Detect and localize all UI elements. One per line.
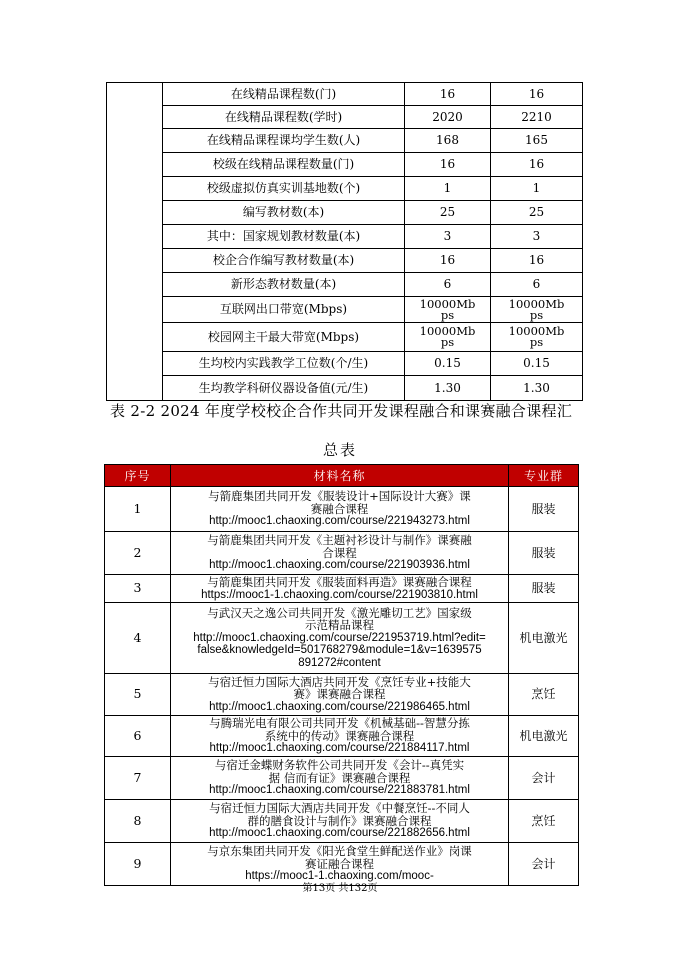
course-name-line: 赛》课赛融合课程	[293, 687, 386, 702]
stats-label: 其中：国家规划教材数量(本)	[163, 225, 405, 249]
course-row	[105, 603, 579, 674]
header-name: 材料名称	[171, 465, 509, 487]
course-row	[105, 674, 579, 716]
course-url: http://mooc1.chaoxing.com/course/221903936.html	[209, 559, 470, 572]
course-group: 服装	[509, 532, 579, 575]
course-name-line: 与宿迁金蝶财务软件公司共同开发《会计--真凭实	[214, 758, 465, 773]
course-no: 9	[105, 843, 171, 886]
table-caption-continued: 总表	[322, 441, 357, 459]
stats-value-2024: 25	[491, 201, 583, 225]
course-row	[105, 757, 579, 800]
stats-value-2024: 16	[491, 249, 583, 273]
stats-value-2023: 16	[405, 83, 491, 106]
stats-label: 在线精品课程课均学生数(人)	[163, 129, 405, 153]
course-material-name	[171, 575, 509, 603]
course-name-line: 据 信而有证》课赛融合课程	[268, 770, 411, 785]
header-group: 专业群	[509, 465, 579, 487]
stats-label: 在线精品课程数(学时)	[163, 106, 405, 129]
course-material-name	[171, 716, 509, 757]
stats-row	[107, 201, 583, 225]
stats-value-2023: 1	[405, 177, 491, 201]
stats-value-2024: 1	[491, 177, 583, 201]
stats-row	[107, 106, 583, 129]
stats-value-2024: 10000Mb ps	[491, 297, 583, 323]
course-url: http://mooc1.chaoxing.com/course/221953719.html?edit=	[193, 631, 486, 644]
course-name-line: 群的膳食设计与制作》课赛融合课程	[247, 813, 432, 828]
course-name-line: 与箭鹿集团共同开发《主题衬衫设计与制作》课赛融	[207, 533, 472, 548]
stats-value-2023: 2020	[405, 106, 491, 129]
stats-row	[107, 177, 583, 201]
course-material-name	[171, 757, 509, 800]
stats-value-2023: 10000Mb ps	[405, 297, 491, 323]
stats-value-2024: 6	[491, 273, 583, 297]
course-no: 7	[105, 757, 171, 800]
stats-value-2023: 16	[405, 153, 491, 177]
course-name-line: 与宿迁恒力国际大酒店共同开发《中餐烹饪--不同人	[209, 801, 470, 816]
course-url: http://mooc1.chaoxing.com/course/221883781.html	[209, 784, 470, 797]
stats-value-2023: 10000Mb ps	[405, 323, 491, 352]
stats-row	[107, 83, 583, 106]
course-url: https://mooc1-1.chaoxing.com/course/221903810.html	[201, 588, 478, 601]
stats-value-2024: 3	[491, 225, 583, 249]
course-url: http://mooc1.chaoxing.com/course/221943273.html	[209, 515, 470, 528]
course-no: 6	[105, 716, 171, 757]
stats-label: 校级在线精品课程数量(门)	[163, 153, 405, 177]
page-footer: 第13页 共132页	[302, 883, 378, 894]
course-name-line: 系统中的传动》课赛融合课程	[264, 728, 415, 743]
table-caption: 表 2-2 2024 年度学校校企合作共同开发课程融合和课赛融合课程汇	[110, 402, 573, 420]
course-group: 机电激光	[509, 716, 579, 757]
course-group: 会计	[509, 843, 579, 886]
course-name-line: 与腾瑞光电有限公司共同开发《机械基础--智慧分拣	[209, 716, 470, 731]
course-row	[105, 532, 579, 575]
course-name-line: 与武汉天之逸公司共同开发《激光雕切工艺》国家级	[207, 605, 472, 620]
stats-value-2023: 0.15	[405, 352, 491, 376]
header-no: 序号	[105, 465, 171, 487]
course-material-name	[171, 800, 509, 843]
stats-row	[107, 273, 583, 297]
course-material-name	[171, 487, 509, 532]
course-group: 机电激光	[509, 603, 579, 674]
stats-label: 在线精品课程数(门)	[163, 83, 405, 106]
course-name-line: 示范精品课程	[305, 618, 374, 633]
stats-value-2023: 168	[405, 129, 491, 153]
course-material-name	[171, 603, 509, 674]
course-name-line: 合课程	[322, 545, 357, 560]
course-material-name	[171, 674, 509, 716]
course-no: 3	[105, 575, 171, 603]
course-group: 烹饪	[509, 800, 579, 843]
course-name-line: 与箭鹿集团共同开发《服装设计+国际设计大赛》课	[208, 489, 471, 504]
course-table-header-row	[105, 465, 579, 487]
course-no: 1	[105, 487, 171, 532]
stats-value-2024: 2210	[491, 106, 583, 129]
stats-row	[107, 225, 583, 249]
stats-value-2023: 1.30	[405, 376, 491, 401]
course-table	[104, 464, 579, 886]
course-url: http://mooc1.chaoxing.com/course/221882656.html	[209, 827, 470, 840]
course-no: 4	[105, 603, 171, 674]
stats-value-2023: 3	[405, 225, 491, 249]
course-name-line: 赛证融合课程	[305, 856, 374, 871]
stats-row	[107, 323, 583, 352]
course-name-line: 与箭鹿集团共同开发《服装面料再造》课赛融合课程	[207, 575, 472, 589]
course-name-line: false&knowledgeId=501768279&module=1&v=1639575	[197, 644, 482, 657]
course-group: 会计	[509, 757, 579, 800]
course-url: http://mooc1.chaoxing.com/course/221884117.html	[209, 742, 470, 755]
course-row	[105, 800, 579, 843]
stats-value-2024: 1.30	[491, 376, 583, 401]
course-name-line: 891272#content	[298, 656, 381, 669]
course-no: 5	[105, 674, 171, 716]
course-no: 2	[105, 532, 171, 575]
stats-value-2024: 16	[491, 153, 583, 177]
course-url: http://mooc1.chaoxing.com/course/221986465.html	[209, 700, 470, 713]
stats-value-2023: 6	[405, 273, 491, 297]
stats-label: 校级虚拟仿真实训基地数(个)	[163, 177, 405, 201]
stats-value-2023: 25	[405, 201, 491, 225]
stats-row	[107, 297, 583, 323]
stats-row	[107, 352, 583, 376]
stats-value-2024: 16	[491, 83, 583, 106]
course-group: 服装	[509, 487, 579, 532]
stats-label: 校企合作编写教材数量(本)	[163, 249, 405, 273]
stats-row	[107, 153, 583, 177]
course-name-line: 赛融合课程	[310, 501, 369, 516]
stats-table	[106, 82, 583, 401]
stats-row	[107, 376, 583, 401]
stats-label: 校园网主干最大带宽(Mbps)	[163, 323, 405, 352]
course-url: https://mooc1-1.chaoxing.com/mooc-	[245, 870, 434, 883]
stats-value-2024: 10000Mb ps	[491, 323, 583, 352]
stats-value-2024: 165	[491, 129, 583, 153]
course-row	[105, 487, 579, 532]
course-row	[105, 575, 579, 603]
stats-label: 编写教材数(本)	[163, 201, 405, 225]
course-group: 烹饪	[509, 674, 579, 716]
course-material-name	[171, 532, 509, 575]
course-group: 服装	[509, 575, 579, 603]
stats-label: 互联网出口带宽(Mbps)	[163, 297, 405, 323]
stats-value-2024: 0.15	[491, 352, 583, 376]
course-name-line: 与宿迁恒力国际大酒店共同开发《烹饪专业+技能大	[208, 674, 471, 689]
stats-category-cell	[107, 83, 163, 401]
stats-label: 新形态教材数量(本)	[163, 273, 405, 297]
stats-label: 生均教学科研仪器设备值(元/生)	[163, 376, 405, 401]
course-name-line: 与京东集团共同开发《阳光食堂生鲜配送作业》岗课	[207, 844, 472, 859]
stats-value-2023: 16	[405, 249, 491, 273]
course-no: 8	[105, 800, 171, 843]
course-row	[105, 716, 579, 757]
stats-label: 生均校内实践教学工位数(个/生)	[163, 352, 405, 376]
stats-row	[107, 249, 583, 273]
stats-row	[107, 129, 583, 153]
